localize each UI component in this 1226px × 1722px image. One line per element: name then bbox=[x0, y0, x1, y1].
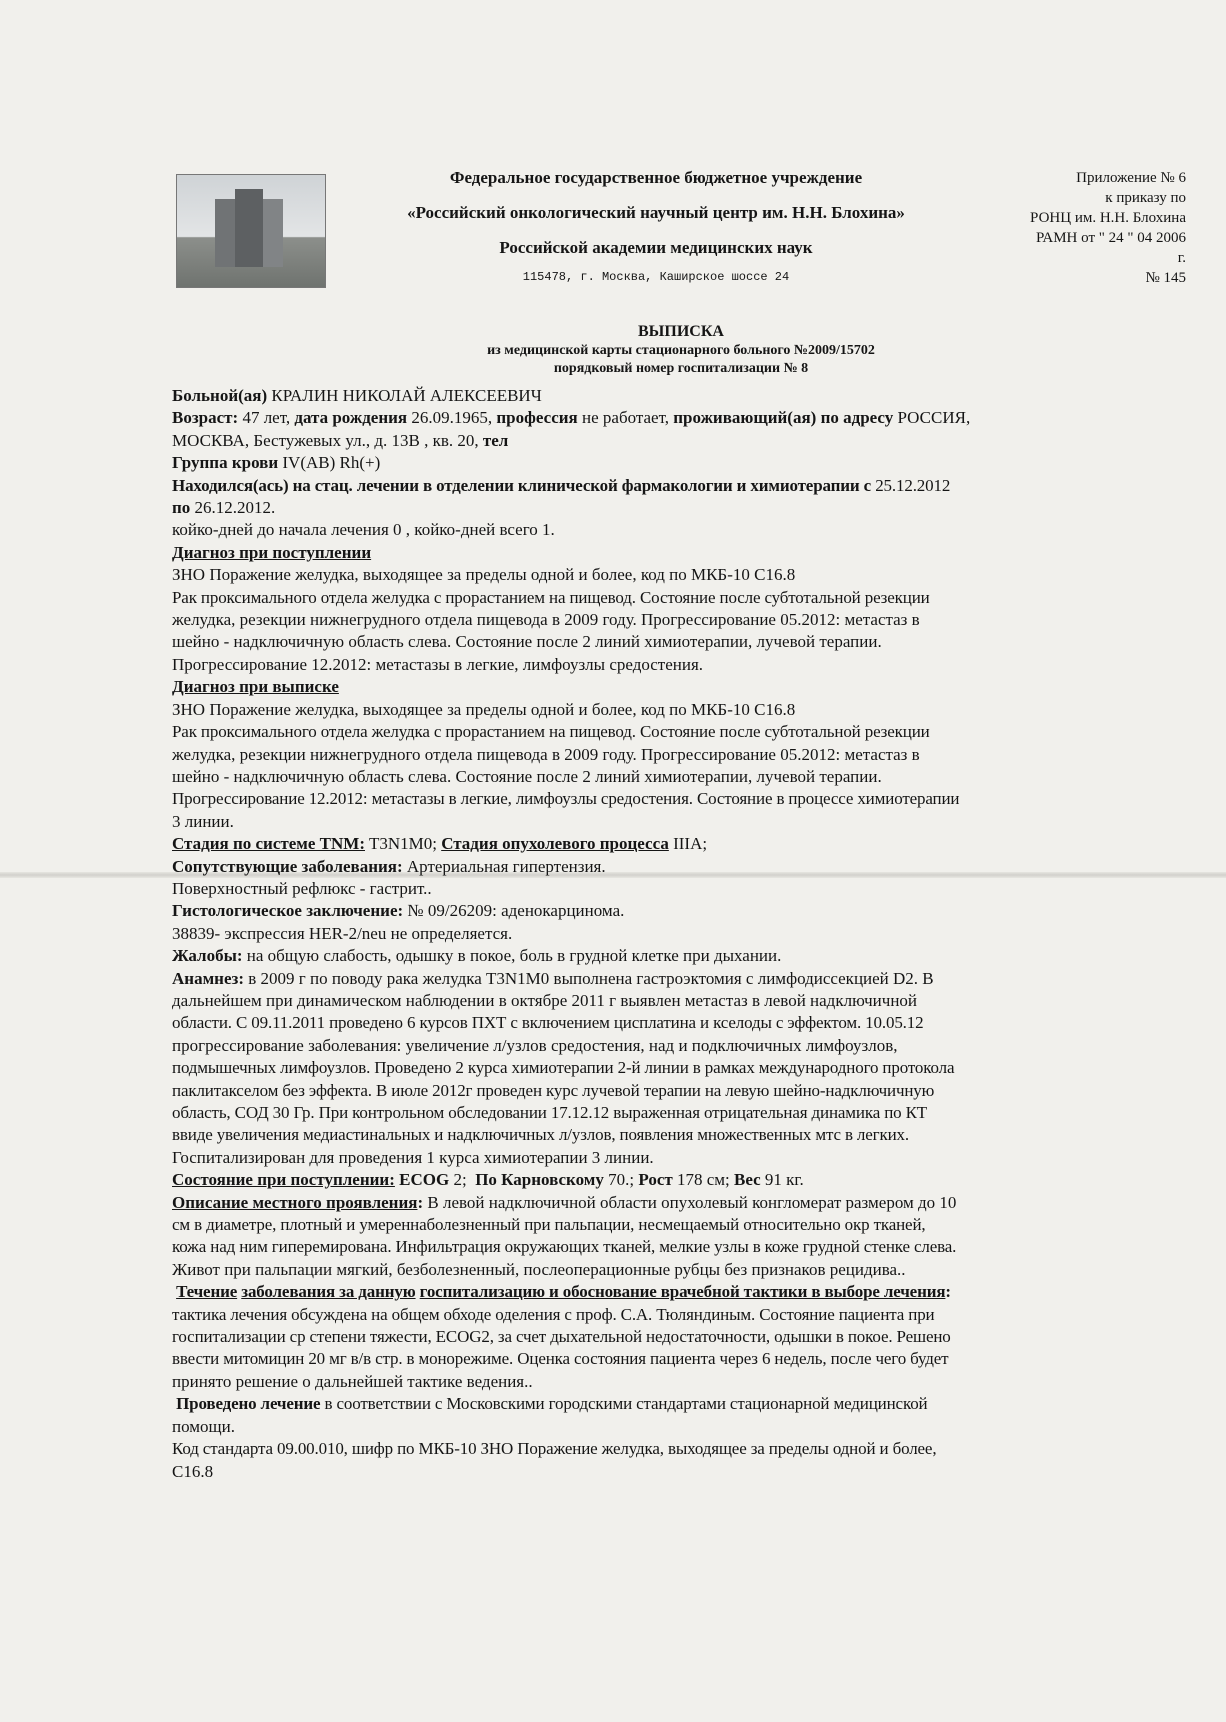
profession-value: не работает, bbox=[582, 408, 669, 428]
anamnesis-line: области. С 09.11.2011 проведено 6 курсов ПХТ с включением цисплатина и кселоды с эффектом. 10.05.12 bbox=[172, 1013, 924, 1033]
building-tower bbox=[235, 189, 263, 267]
course-line: госпитализации ср степени тяжести, ECOG2, за счет дыхательной недостаточности, одышки в покое. Решено bbox=[172, 1327, 951, 1347]
diagnosis-admission-heading: Диагноз при поступлении bbox=[172, 542, 372, 562]
diagnosis-discharge-line: ЗНО Поражение желудка, выходящее за пределы одной и более, код по МКБ-10 C16.8 bbox=[172, 699, 796, 719]
appendix-line: РАМН от " 24 " 04 2006 bbox=[1035, 230, 1186, 246]
complaints-label: Жалобы: bbox=[172, 946, 243, 966]
diagnosis-discharge-line: Прогрессирование 12.2012: метастазы в легкие, лимфоузлы средостения. Состояние в процессе химиотерапии bbox=[172, 789, 960, 809]
anamnesis-line: ввиде увеличения медиастинальных и надключичных л/узлов, появления множественных мтс в легких. bbox=[172, 1125, 909, 1145]
patient-name: КРАЛИН НИКОЛАЙ АЛЕКСЕЕВИЧ bbox=[271, 386, 542, 405]
stay-to-label: по bbox=[172, 498, 191, 518]
diagnosis-admission-line: желудка, резекции нижнегрудного отдела пищевода в 2009 году. Прогрессирование 05.2012: метастаз в bbox=[172, 610, 920, 630]
histology-line2: 38839- экспрессия HER-2/neu не определяется. bbox=[172, 923, 513, 943]
stay-line bbox=[172, 475, 1172, 497]
diagnosis-admission-line: шейно - надключичную область слева. Состояние после 2 линий химиотерапии, лучевой терапии. bbox=[172, 632, 882, 652]
status-line bbox=[172, 1169, 1172, 1191]
staging-line bbox=[172, 833, 1172, 855]
tnm-value: T3N1M0; bbox=[368, 834, 437, 854]
patient-address-line bbox=[172, 430, 1172, 452]
diagnosis-admission-line: ЗНО Поражение желудка, выходящее за пределы одной и более, код по МКБ-10 C16.8 bbox=[172, 565, 796, 585]
institution-building-photo bbox=[176, 174, 326, 288]
anamnesis-line bbox=[172, 968, 1172, 990]
status-label: Состояние при поступлении: bbox=[172, 1170, 395, 1190]
profession-label: профессия bbox=[496, 408, 578, 428]
local-label: Описание местного проявления bbox=[172, 1192, 418, 1212]
course-heading: Течение заболевания за данную госпитализацию и обоснование врачебной тактики в выборе лечения: bbox=[176, 1282, 951, 1302]
patient-age-line bbox=[172, 407, 1172, 429]
appendix-line: № 145 bbox=[1145, 270, 1186, 286]
stay-label: Находился(ась) на стац. лечении в отделении клинической фармакологии и химиотерапии с bbox=[172, 475, 872, 495]
blood-value: IV(AB) Rh(+) bbox=[282, 453, 381, 473]
anamnesis-line: дальнейшем при динамическом наблюдении в октябре 2011 г выявлен метастаз в левой надключичной bbox=[172, 990, 918, 1010]
course-h1: Течение bbox=[176, 1282, 238, 1302]
institution-block bbox=[336, 166, 976, 284]
address-label: проживающий(ая) по адресу bbox=[673, 408, 894, 428]
institution-line1: Федеральное государственное бюджетное учреждение bbox=[449, 168, 863, 187]
diagnosis-discharge-line: 3 линии. bbox=[172, 811, 234, 831]
document-body bbox=[172, 385, 1172, 1483]
bed-days-line: койко-дней до начала лечения 0 , койко-дней всего 1. bbox=[172, 520, 555, 540]
institution-line3: Российской академии медицинских наук bbox=[499, 238, 813, 257]
dob-value: 26.09.1965, bbox=[411, 408, 493, 428]
stay-from: 25.12.2012 bbox=[875, 475, 951, 495]
anamnesis-line: прогрессирование заболевания: увеличение л/узлов средостения, над и подключичных лимфоузлов, bbox=[172, 1035, 898, 1055]
stage-label: Стадия опухолевого процесса bbox=[441, 834, 669, 854]
course-line: принято решение о дальнейшей тактике ведения.. bbox=[172, 1371, 533, 1391]
stay-to-line bbox=[172, 497, 1172, 519]
complaints-line bbox=[172, 945, 1172, 967]
comorbid-value: Артериальная гипертензия. bbox=[406, 856, 606, 876]
ecog-value: 2; bbox=[453, 1170, 467, 1190]
ecog-label: ECOG bbox=[399, 1170, 450, 1190]
age-label: Возраст: bbox=[172, 408, 239, 428]
standard-line: Код стандарта 09.00.010, шифр по МКБ-10 ЗНО Поражение желудка, выходящее за пределы одной и более, bbox=[172, 1439, 937, 1459]
patient-name-line bbox=[172, 385, 1172, 407]
institution-address: 115478, г. Москва, Каширское шоссе 24 bbox=[522, 270, 790, 284]
anamnesis-label: Анамнез: bbox=[172, 968, 244, 988]
weight-label: Вес bbox=[734, 1170, 761, 1190]
anamnesis-first: в 2009 г по поводу рака желудка T3N1M0 выполнена гастроэктомия с лимфодиссекцией D2. В bbox=[248, 968, 934, 988]
appendix-line: к приказу по bbox=[1105, 190, 1186, 206]
title-hospitalization-number: порядковый номер госпитализации № 8 bbox=[553, 361, 809, 376]
diagnosis-discharge-line: Рак проксимального отдела желудка с прорастанием на пищевод. Состояние после субтотальной резекции bbox=[172, 722, 930, 742]
histology-label: Гистологическое заключение: bbox=[172, 901, 404, 921]
stage-value: IIIA; bbox=[673, 834, 708, 854]
anamnesis-line: Госпитализирован для проведения 1 курса химиотерапии 3 линии. bbox=[172, 1147, 654, 1167]
patient-name-label: Больной(ая) bbox=[172, 386, 268, 405]
karnofsky-value: 70.; bbox=[608, 1170, 635, 1190]
standard-line2: C16.8 bbox=[172, 1461, 214, 1481]
diagnosis-admission-line: Прогрессирование 12.2012: метастазы в легкие, лимфоузлы средостения. bbox=[172, 654, 704, 674]
dob-label: дата рождения bbox=[294, 408, 408, 428]
anamnesis-line: подмышечных лимфоузлов. Проведено 2 курса химиотерапии 2-й линии в рамках международного протокола bbox=[172, 1058, 955, 1078]
document-title bbox=[176, 322, 1186, 378]
anamnesis-line: паклитакселом без эффекта. В июле 2012г проведен курс лучевой терапии на левую шейно-надключичную bbox=[172, 1080, 935, 1100]
blood-group-line bbox=[172, 452, 1172, 474]
local-line: Живот при пальпации мягкий, безболезненный, послеоперационные рубцы без признаков рецидива.. bbox=[172, 1259, 906, 1279]
age-value: 47 лет, bbox=[242, 408, 291, 428]
institution-line2: «Российский онкологический научный центр им. Н.Н. Блохина» bbox=[407, 203, 905, 222]
title-main: ВЫПИСКА bbox=[638, 323, 724, 340]
diagnosis-discharge-line: желудка, резекции нижнегрудного отдела пищевода в 2009 году. Прогрессирование 05.2012: метастаз в bbox=[172, 744, 920, 764]
height-value: 178 см; bbox=[676, 1170, 730, 1190]
course-h2: заболевания за данную bbox=[241, 1282, 416, 1302]
course-line: ввести митомицин 20 мг в/в стр. в монорежиме. Оценка состояния пациента через 6 недель, после чего будет bbox=[172, 1349, 949, 1369]
course-h3: госпитализацию и обоснование врачебной тактики в выборе лечения bbox=[419, 1282, 946, 1302]
diagnosis-discharge-heading: Диагноз при выписке bbox=[172, 677, 339, 697]
treatment-line bbox=[172, 1393, 1172, 1415]
comorbid-line bbox=[172, 856, 1172, 878]
comorbid-label: Сопутствующие заболевания: bbox=[172, 856, 403, 876]
appendix-line: Приложение № 6 bbox=[1076, 170, 1186, 186]
title-card-number: из медицинской карты стационарного больного №2009/15702 bbox=[487, 343, 875, 358]
height-label: Рост bbox=[638, 1170, 673, 1190]
histology-value: № 09/26209: аденокарцинома. bbox=[407, 901, 625, 921]
diagnosis-discharge-line: шейно - надключичную область слева. Состояние после 2 линий химиотерапии, лучевой терапии. bbox=[172, 766, 882, 786]
address-line1: РОССИЯ, bbox=[897, 408, 971, 428]
diagnosis-admission-line: Рак проксимального отдела желудка с прорастанием на пищевод. Состояние после субтотальной резекции bbox=[172, 587, 930, 607]
complaints-value: на общую слабость, одышку в покое, боль в грудной клетке при дыхании. bbox=[246, 946, 782, 966]
histology-line bbox=[172, 900, 1172, 922]
karnofsky-label: По Карновскому bbox=[475, 1170, 604, 1190]
appendix-line: г. bbox=[1177, 250, 1186, 266]
treatment-text: в соответствии с Московскими городскими стандартами стационарной медицинской bbox=[324, 1394, 928, 1414]
local-line: кожа над ним гиперемирована. Инфильтрация окружающих тканей, мелкие узлы в коже грудной стенке слева. bbox=[172, 1237, 957, 1257]
letterhead bbox=[176, 166, 1186, 294]
phone-label: тел bbox=[482, 430, 509, 450]
blood-label: Группа крови bbox=[172, 453, 279, 473]
address-line2: МОСКВА, Бестужевых ул., д. 13В , кв. 20, bbox=[172, 430, 479, 450]
comorbid-line2: Поверхностный рефлюкс - гастрит.. bbox=[172, 878, 432, 898]
stay-to: 26.12.2012. bbox=[194, 498, 276, 518]
appendix-note bbox=[986, 168, 1186, 288]
anamnesis-line: область, СОД 30 Гр. При контрольном обследовании 17.12.12 выраженная отрицательная динамика по КТ bbox=[172, 1103, 928, 1122]
appendix-line: РОНЦ им. Н.Н. Блохина bbox=[1030, 210, 1186, 226]
course-line: тактика лечения обсуждена на общем обходе оделения с проф. С.А. Тюляндиным. Состояние пациента при bbox=[172, 1304, 935, 1324]
treatment-label: Проведено лечение bbox=[176, 1394, 321, 1414]
weight-value: 91 кг. bbox=[764, 1170, 804, 1190]
local-line: см в диаметре, плотный и умереннаболезненный при пальпации, несмещаемый относительно окр тканей, bbox=[172, 1215, 926, 1235]
local-line: Описание местного проявления: В левой надключичной области опухолевый конгломерат размером до 10 bbox=[172, 1192, 957, 1212]
treatment-line2: помощи. bbox=[172, 1416, 235, 1436]
local-first: В левой надключичной области опухолевый конгломерат размером до 10 bbox=[427, 1192, 957, 1212]
tnm-label: Стадия по системе TNM: bbox=[172, 834, 365, 854]
